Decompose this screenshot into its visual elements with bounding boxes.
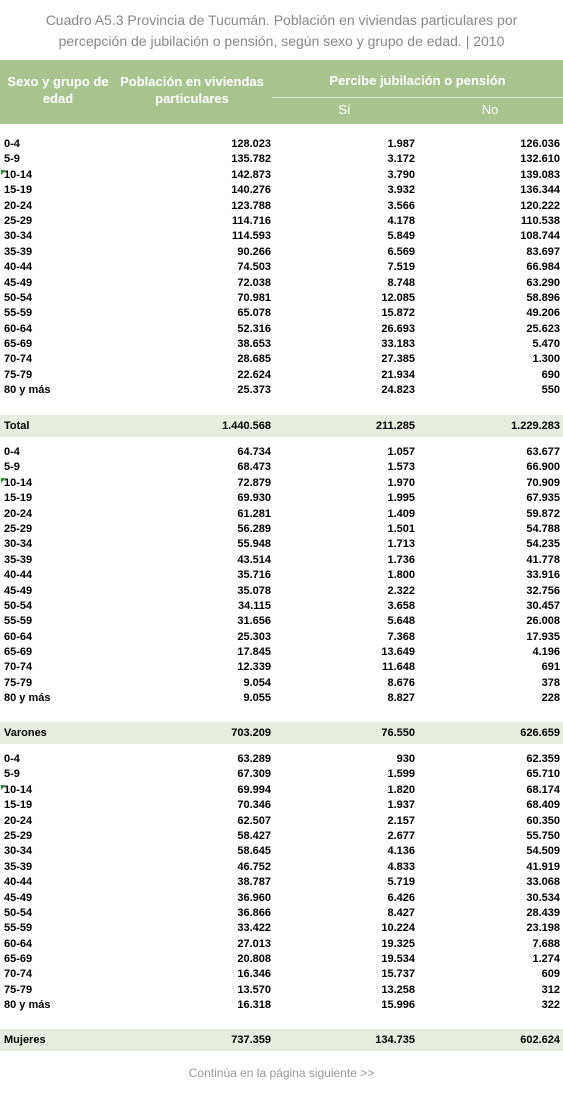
pension-si-cell: 3.566 bbox=[387, 199, 415, 212]
table-row bbox=[0, 445, 563, 460]
pension-si-cell: 1.736 bbox=[387, 553, 415, 566]
age-group-cell: 80 y más bbox=[4, 999, 51, 1012]
table-row bbox=[0, 844, 563, 859]
population-cell: 27.013 bbox=[237, 937, 271, 950]
total-si: 134.735 bbox=[375, 1034, 415, 1046]
table-row bbox=[0, 599, 563, 614]
section-mujeres bbox=[0, 752, 563, 1014]
pension-no-cell: 28.439 bbox=[526, 906, 560, 919]
pension-si-cell: 1.937 bbox=[387, 799, 415, 812]
pension-no-cell: 690 bbox=[541, 368, 560, 381]
age-group-cell: 30-34 bbox=[4, 538, 33, 551]
population-cell: 123.788 bbox=[231, 199, 271, 212]
table-row bbox=[0, 906, 563, 921]
pension-si-cell: 13.649 bbox=[381, 646, 415, 659]
pension-no-cell: 49.206 bbox=[526, 307, 560, 320]
table-row bbox=[0, 767, 563, 782]
pension-no-cell: 66.900 bbox=[526, 461, 560, 474]
age-group-cell: 10-14 bbox=[4, 783, 33, 796]
pension-si-cell: 15.872 bbox=[381, 307, 415, 320]
pension-si-cell: 5.849 bbox=[387, 230, 415, 243]
table-row bbox=[0, 337, 563, 352]
age-group-cell: 5-9 bbox=[4, 461, 20, 474]
total-label: Varones bbox=[4, 727, 47, 739]
pension-si-cell: 1.820 bbox=[387, 783, 415, 796]
table-row bbox=[0, 152, 563, 167]
table-row bbox=[0, 937, 563, 952]
pension-no-cell: 108.744 bbox=[520, 230, 560, 243]
age-group-cell: 25-29 bbox=[4, 829, 33, 842]
pension-si-cell: 1.501 bbox=[387, 522, 415, 535]
table-row bbox=[0, 952, 563, 967]
population-cell: 70.346 bbox=[237, 799, 271, 812]
pension-no-cell: 30.457 bbox=[526, 599, 560, 612]
header-population: Población en viviendas particulares bbox=[120, 74, 264, 106]
pension-no-cell: 68.174 bbox=[526, 783, 560, 796]
pension-si-cell: 1.599 bbox=[387, 768, 415, 781]
population-cell: 28.685 bbox=[237, 353, 271, 366]
header-si: Sí bbox=[338, 102, 351, 117]
table-row bbox=[0, 306, 563, 321]
age-group-cell: 65-69 bbox=[4, 953, 33, 966]
age-group-cell: 60-64 bbox=[4, 937, 33, 950]
pension-no-cell: 55.750 bbox=[526, 829, 560, 842]
age-group-cell: 20-24 bbox=[4, 199, 33, 212]
age-group-cell: 75-79 bbox=[4, 676, 33, 689]
pension-no-cell: 59.872 bbox=[526, 507, 560, 520]
pension-no-cell: 110.538 bbox=[520, 214, 560, 227]
pension-si-cell: 26.693 bbox=[381, 322, 415, 335]
pension-si-cell: 3.658 bbox=[387, 599, 415, 612]
population-cell: 140.276 bbox=[231, 184, 271, 197]
header-no: No bbox=[481, 102, 499, 117]
pension-si-cell: 1.409 bbox=[387, 507, 415, 520]
pension-si-cell: 2.322 bbox=[387, 584, 415, 597]
population-cell: 33.422 bbox=[237, 922, 271, 935]
pension-no-cell: 120.222 bbox=[520, 199, 560, 212]
age-group-cell: 80 y más bbox=[4, 384, 51, 397]
table-row bbox=[0, 783, 563, 798]
age-group-cell: 0-4 bbox=[4, 753, 20, 765]
population-cell: 114.593 bbox=[231, 230, 271, 243]
population-cell: 35.716 bbox=[237, 569, 271, 582]
pension-si-cell: 1.800 bbox=[387, 569, 415, 582]
pension-no-cell: 41.919 bbox=[526, 860, 560, 873]
population-cell: 72.879 bbox=[237, 476, 271, 489]
table-row bbox=[0, 921, 563, 936]
pension-no-cell: 65.710 bbox=[526, 768, 560, 781]
population-cell: 142.873 bbox=[231, 168, 271, 181]
pension-si-cell: 4.136 bbox=[387, 845, 415, 858]
pension-no-cell: 17.935 bbox=[526, 630, 560, 643]
age-group-cell: 0-4 bbox=[4, 446, 20, 458]
pension-no-cell: 609 bbox=[541, 968, 560, 981]
population-cell: 31.656 bbox=[237, 615, 271, 628]
population-cell: 17.845 bbox=[237, 646, 271, 659]
population-cell: 16.346 bbox=[237, 968, 271, 981]
table-row bbox=[0, 553, 563, 568]
pension-si-cell: 27.385 bbox=[381, 353, 415, 366]
table-row bbox=[0, 352, 563, 367]
age-group-cell: 45-49 bbox=[4, 276, 33, 289]
population-cell: 69.930 bbox=[237, 492, 271, 505]
population-cell: 72.038 bbox=[237, 276, 271, 289]
pension-no-cell: 312 bbox=[541, 983, 560, 996]
pension-no-cell: 126.036 bbox=[520, 138, 560, 150]
age-group-cell: 10-14 bbox=[4, 476, 33, 489]
age-group-cell: 60-64 bbox=[4, 322, 33, 335]
table-row bbox=[0, 691, 563, 706]
population-cell: 35.078 bbox=[237, 584, 271, 597]
total-population: 703.209 bbox=[231, 727, 271, 739]
pension-si-cell: 13.258 bbox=[381, 983, 415, 996]
pension-no-cell: 1.300 bbox=[532, 353, 560, 366]
table-row bbox=[0, 660, 563, 675]
age-group-cell: 75-79 bbox=[4, 983, 33, 996]
pension-si-cell: 5.648 bbox=[387, 615, 415, 628]
table-row bbox=[0, 183, 563, 198]
pension-si-cell: 7.368 bbox=[387, 630, 415, 643]
pension-no-cell: 132.610 bbox=[520, 153, 560, 166]
pension-si-cell: 6.569 bbox=[387, 245, 415, 258]
table-row bbox=[0, 137, 563, 152]
pension-no-cell: 58.896 bbox=[526, 291, 560, 304]
pension-no-cell: 33.916 bbox=[526, 569, 560, 582]
population-cell: 36.960 bbox=[237, 891, 271, 904]
pension-no-cell: 30.534 bbox=[526, 891, 560, 904]
age-group-cell: 45-49 bbox=[4, 891, 33, 904]
total-no: 602.624 bbox=[520, 1034, 560, 1046]
pension-si-cell: 4.178 bbox=[387, 214, 415, 227]
total-population: 1.440.568 bbox=[222, 420, 271, 432]
pension-si-cell: 8.676 bbox=[387, 676, 415, 689]
population-cell: 34.115 bbox=[237, 599, 271, 612]
pension-si-cell: 1.987 bbox=[387, 138, 415, 150]
varones-total-row bbox=[0, 722, 563, 744]
table-row bbox=[0, 260, 563, 275]
header-sex-age: Sexo y grupo de edad bbox=[7, 74, 109, 106]
population-cell: 20.808 bbox=[237, 953, 271, 966]
table-row bbox=[0, 983, 563, 998]
pension-si-cell: 6.426 bbox=[387, 891, 415, 904]
age-group-cell: 65-69 bbox=[4, 338, 33, 351]
table-row bbox=[0, 630, 563, 645]
pension-no-cell: 322 bbox=[541, 999, 560, 1012]
total-population: 737.359 bbox=[231, 1034, 271, 1046]
age-group-cell: 55-59 bbox=[4, 307, 33, 320]
age-group-cell: 15-19 bbox=[4, 799, 33, 812]
pension-si-cell: 15.737 bbox=[381, 968, 415, 981]
title-line-1: Cuadro A5.3 Provincia de Tucumán. Población en viviendas particulares por bbox=[45, 12, 518, 28]
age-group-cell: 40-44 bbox=[4, 876, 33, 889]
pension-no-cell: 70.909 bbox=[526, 476, 560, 489]
age-group-cell: 50-54 bbox=[4, 906, 33, 919]
total-row bbox=[0, 415, 563, 437]
age-group-cell: 15-19 bbox=[4, 184, 33, 197]
population-cell: 58.427 bbox=[237, 829, 271, 842]
pension-no-cell: 41.778 bbox=[526, 553, 560, 566]
table-row bbox=[0, 383, 563, 398]
table-header bbox=[0, 60, 563, 124]
pension-si-cell: 21.934 bbox=[381, 368, 415, 381]
table-row bbox=[0, 199, 563, 214]
pension-no-cell: 68.409 bbox=[526, 799, 560, 812]
table-row bbox=[0, 168, 563, 183]
pension-si-cell: 24.823 bbox=[381, 384, 415, 397]
population-cell: 13.570 bbox=[237, 983, 271, 996]
age-group-cell: 40-44 bbox=[4, 261, 33, 274]
age-group-cell: 70-74 bbox=[4, 661, 33, 674]
age-group-cell: 70-74 bbox=[4, 353, 33, 366]
population-cell: 38.653 bbox=[237, 338, 271, 351]
table-row bbox=[0, 584, 563, 599]
table-row bbox=[0, 875, 563, 890]
table-row bbox=[0, 891, 563, 906]
age-group-cell: 30-34 bbox=[4, 230, 33, 243]
pension-si-cell: 12.085 bbox=[381, 291, 415, 304]
age-group-cell: 45-49 bbox=[4, 584, 33, 597]
age-group-cell: 30-34 bbox=[4, 845, 33, 858]
pension-si-cell: 1.057 bbox=[387, 446, 415, 458]
pension-si-cell: 2.157 bbox=[387, 814, 415, 827]
pension-no-cell: 378 bbox=[541, 676, 560, 689]
total-label: Total bbox=[4, 420, 30, 432]
population-cell: 52.316 bbox=[237, 322, 271, 335]
age-group-cell: 35-39 bbox=[4, 245, 33, 258]
pension-no-cell: 228 bbox=[541, 692, 560, 705]
age-group-cell: 35-39 bbox=[4, 553, 33, 566]
pension-no-cell: 33.068 bbox=[526, 876, 560, 889]
pension-no-cell: 136.344 bbox=[520, 184, 560, 197]
population-cell: 67.309 bbox=[237, 768, 271, 781]
table-row bbox=[0, 814, 563, 829]
table-row bbox=[0, 645, 563, 660]
population-cell: 38.787 bbox=[237, 876, 271, 889]
table-row bbox=[0, 491, 563, 506]
table-row bbox=[0, 507, 563, 522]
pension-no-cell: 691 bbox=[541, 661, 560, 674]
population-cell: 135.782 bbox=[231, 153, 271, 166]
total-si: 76.550 bbox=[381, 727, 415, 739]
age-group-cell: 80 y más bbox=[4, 692, 51, 705]
table-row bbox=[0, 614, 563, 629]
pension-si-cell: 3.172 bbox=[387, 153, 415, 166]
header-divider bbox=[272, 97, 563, 98]
table-row bbox=[0, 676, 563, 691]
population-cell: 58.645 bbox=[237, 845, 271, 858]
table-row bbox=[0, 537, 563, 552]
pension-si-cell: 19.325 bbox=[381, 937, 415, 950]
age-group-cell: 15-19 bbox=[4, 492, 33, 505]
pension-no-cell: 63.290 bbox=[526, 276, 560, 289]
pension-si-cell: 930 bbox=[396, 753, 415, 765]
pension-no-cell: 1.274 bbox=[532, 953, 560, 966]
continue-note: Continúa en la página siguiente >> bbox=[188, 1066, 375, 1080]
table-row bbox=[0, 245, 563, 260]
table-row bbox=[0, 998, 563, 1013]
table-row bbox=[0, 322, 563, 337]
population-cell: 12.339 bbox=[237, 661, 271, 674]
age-group-cell: 50-54 bbox=[4, 599, 33, 612]
pension-no-cell: 66.984 bbox=[526, 261, 560, 274]
table-row bbox=[0, 522, 563, 537]
population-cell: 43.514 bbox=[237, 553, 271, 566]
pension-si-cell: 5.719 bbox=[387, 876, 415, 889]
age-group-cell: 20-24 bbox=[4, 814, 33, 827]
total-no: 1.229.283 bbox=[511, 420, 560, 432]
population-cell: 62.507 bbox=[237, 814, 271, 827]
age-group-cell: 35-39 bbox=[4, 860, 33, 873]
pension-no-cell: 63.677 bbox=[526, 446, 560, 458]
pension-si-cell: 1.970 bbox=[387, 476, 415, 489]
section-varones bbox=[0, 445, 563, 707]
population-cell: 46.752 bbox=[237, 860, 271, 873]
age-group-cell: 55-59 bbox=[4, 922, 33, 935]
age-group-cell: 25-29 bbox=[4, 214, 33, 227]
pension-no-cell: 32.756 bbox=[526, 584, 560, 597]
population-cell: 68.473 bbox=[237, 461, 271, 474]
population-cell: 25.373 bbox=[237, 384, 271, 397]
table-row bbox=[0, 368, 563, 383]
pension-no-cell: 25.623 bbox=[526, 322, 560, 335]
age-group-cell: 55-59 bbox=[4, 615, 33, 628]
header-pension: Percibe jubilación o pensión bbox=[329, 73, 506, 88]
pension-si-cell: 19.534 bbox=[381, 953, 415, 966]
pension-no-cell: 54.235 bbox=[526, 538, 560, 551]
population-cell: 128.023 bbox=[231, 138, 271, 150]
pension-si-cell: 33.183 bbox=[381, 338, 415, 351]
table-row bbox=[0, 476, 563, 491]
pension-no-cell: 54.788 bbox=[526, 522, 560, 535]
pension-si-cell: 2.677 bbox=[387, 829, 415, 842]
population-cell: 22.624 bbox=[237, 368, 271, 381]
pension-si-cell: 1.573 bbox=[387, 461, 415, 474]
pension-no-cell: 54.509 bbox=[526, 845, 560, 858]
population-cell: 70.981 bbox=[237, 291, 271, 304]
age-group-cell: 5-9 bbox=[4, 768, 20, 781]
pension-si-cell: 1.995 bbox=[387, 492, 415, 505]
age-group-cell: 5-9 bbox=[4, 153, 20, 166]
age-group-cell: 25-29 bbox=[4, 522, 33, 535]
pension-si-cell: 10.224 bbox=[381, 922, 415, 935]
table-row bbox=[0, 229, 563, 244]
table-row bbox=[0, 214, 563, 229]
table-row bbox=[0, 291, 563, 306]
population-cell: 55.948 bbox=[237, 538, 271, 551]
pension-no-cell: 62.359 bbox=[526, 753, 560, 765]
pension-no-cell: 7.688 bbox=[532, 937, 560, 950]
pension-si-cell: 3.932 bbox=[387, 184, 415, 197]
population-cell: 64.734 bbox=[237, 446, 271, 458]
population-cell: 114.716 bbox=[231, 214, 271, 227]
age-group-cell: 40-44 bbox=[4, 569, 33, 582]
population-cell: 25.303 bbox=[237, 630, 271, 643]
total-no: 626.659 bbox=[520, 727, 560, 739]
pension-no-cell: 60.350 bbox=[526, 814, 560, 827]
age-group-cell: 0-4 bbox=[4, 138, 20, 150]
population-cell: 9.055 bbox=[243, 692, 271, 705]
pension-si-cell: 4.833 bbox=[387, 860, 415, 873]
table-row bbox=[0, 860, 563, 875]
age-group-cell: 60-64 bbox=[4, 630, 33, 643]
age-group-cell: 75-79 bbox=[4, 368, 33, 381]
population-cell: 69.994 bbox=[237, 783, 271, 796]
age-group-cell: 70-74 bbox=[4, 968, 33, 981]
pension-si-cell: 15.996 bbox=[381, 999, 415, 1012]
pension-no-cell: 5.470 bbox=[532, 338, 560, 351]
population-cell: 90.266 bbox=[237, 245, 271, 258]
table-row bbox=[0, 752, 563, 767]
title-line-2: percepción de jubilación o pensión, según sexo y grupo de edad. | 2010 bbox=[58, 33, 505, 49]
pension-no-cell: 23.198 bbox=[526, 922, 560, 935]
table-row bbox=[0, 568, 563, 583]
pension-si-cell: 8.827 bbox=[387, 692, 415, 705]
population-cell: 61.281 bbox=[237, 507, 271, 520]
pension-si-cell: 8.427 bbox=[387, 906, 415, 919]
population-cell: 36.866 bbox=[237, 906, 271, 919]
table-title bbox=[0, 10, 563, 52]
table-row bbox=[0, 460, 563, 475]
mujeres-total-row bbox=[0, 1029, 563, 1051]
pension-no-cell: 4.196 bbox=[532, 646, 560, 659]
age-group-cell: 50-54 bbox=[4, 291, 33, 304]
population-cell: 9.054 bbox=[243, 676, 271, 689]
pension-no-cell: 67.935 bbox=[526, 492, 560, 505]
total-si: 211.285 bbox=[375, 420, 415, 432]
table-row bbox=[0, 276, 563, 291]
pension-si-cell: 1.713 bbox=[387, 538, 415, 551]
table-row bbox=[0, 829, 563, 844]
section-total bbox=[0, 137, 563, 399]
age-group-cell: 20-24 bbox=[4, 507, 33, 520]
pension-si-cell: 8.748 bbox=[387, 276, 415, 289]
table-row bbox=[0, 798, 563, 813]
table-row bbox=[0, 967, 563, 982]
pension-si-cell: 11.648 bbox=[381, 661, 415, 674]
age-group-cell: 10-14 bbox=[4, 168, 33, 181]
population-cell: 16.318 bbox=[237, 999, 271, 1012]
population-cell: 63.289 bbox=[237, 753, 271, 765]
population-cell: 74.503 bbox=[237, 261, 271, 274]
pension-si-cell: 3.790 bbox=[387, 168, 415, 181]
population-cell: 65.078 bbox=[237, 307, 271, 320]
pension-no-cell: 83.697 bbox=[526, 245, 560, 258]
age-group-cell: 65-69 bbox=[4, 646, 33, 659]
pension-si-cell: 7.519 bbox=[387, 261, 415, 274]
pension-no-cell: 550 bbox=[541, 384, 560, 397]
total-label: Mujeres bbox=[4, 1034, 46, 1046]
population-cell: 56.289 bbox=[237, 522, 271, 535]
pension-no-cell: 26.008 bbox=[526, 615, 560, 628]
pension-no-cell: 139.083 bbox=[520, 168, 560, 181]
